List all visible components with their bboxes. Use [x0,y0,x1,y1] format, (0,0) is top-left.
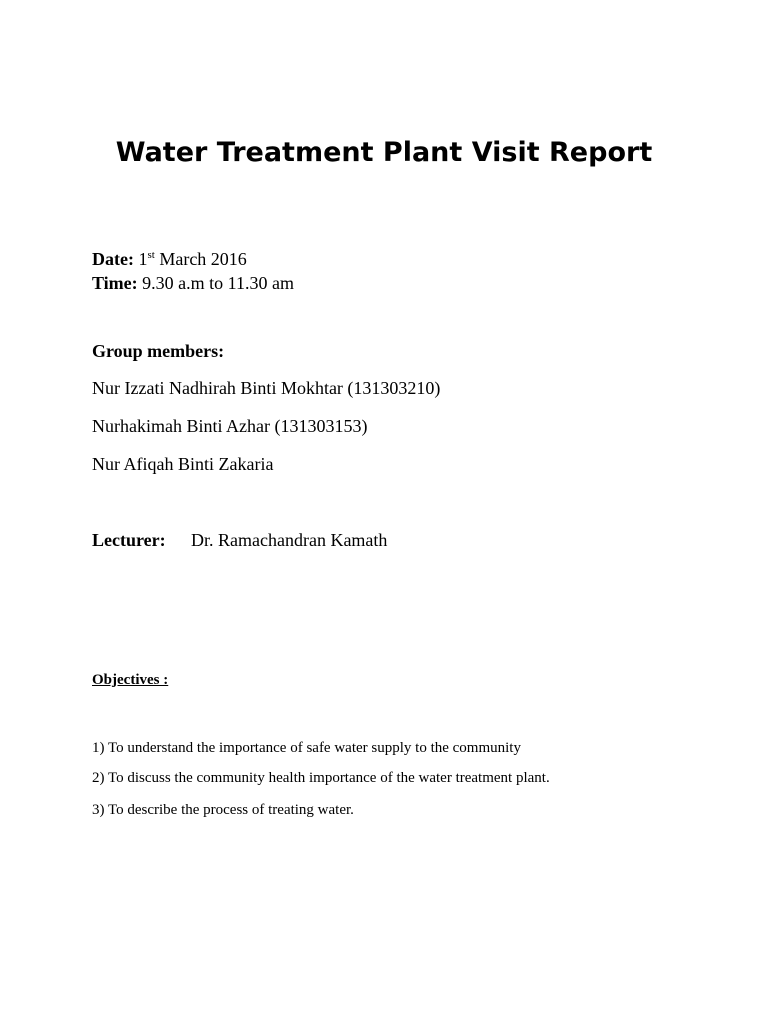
lecturer-value: Dr. Ramachandran Kamath [191,530,388,550]
time-label: Time: [92,273,138,293]
date-suffix: st [147,249,155,261]
date-rest: March 2016 [159,249,247,269]
lecturer-label: Lecturer: [92,530,166,550]
date-line [92,248,247,270]
group-members-label: Group members: [92,341,225,361]
group-member-item: Nur Izzati Nadhirah Binti Mokhtar (131303210) [92,378,441,398]
date-day: 1 [138,249,148,269]
objective-item: 3) To describe the process of treating water. [92,802,354,818]
group-member-item: Nur Afiqah Binti Zakaria [92,454,274,474]
objectives-heading: Objectives : [92,672,169,688]
group-members-heading [92,340,224,362]
objective-item: 1) To understand the importance of safe water supply to the community [92,740,521,756]
date-label: Date: [92,249,134,269]
group-member-item: Nurhakimah Binti Azhar (131303153) [92,416,368,436]
objective-item: 2) To discuss the community health importance of the water treatment plant. [92,770,550,786]
lecturer-line [92,529,387,551]
time-line [92,272,294,294]
report-title: Water Treatment Plant Visit Report [115,137,653,168]
time-value: 9.30 a.m to 11.30 am [142,273,294,293]
